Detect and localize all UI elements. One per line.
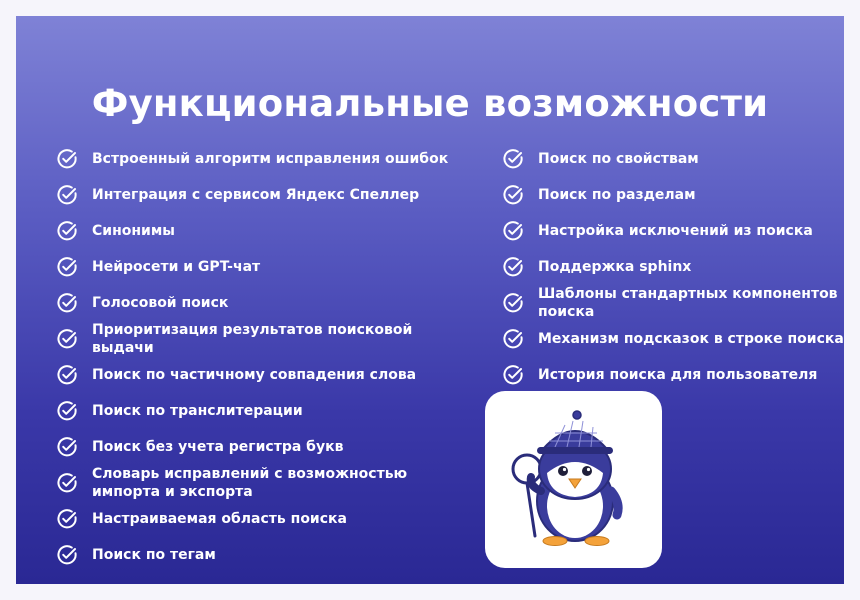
page-title: Функциональные возможности xyxy=(91,82,769,125)
feature-item xyxy=(56,249,476,285)
feature-item xyxy=(56,357,476,393)
feature-label: Нейросети и GPT-чат xyxy=(92,259,261,275)
feature-label: Синонимы xyxy=(92,223,175,239)
check-circle-icon xyxy=(56,508,78,530)
check-circle-icon xyxy=(502,292,524,314)
feature-label: Поиск по частичному совпадения слова xyxy=(92,367,417,383)
feature-item xyxy=(502,285,852,321)
check-circle-icon xyxy=(56,544,78,566)
feature-item xyxy=(502,213,852,249)
check-circle-icon xyxy=(56,220,78,242)
check-circle-icon xyxy=(502,148,524,170)
feature-item xyxy=(56,501,476,537)
check-circle-icon xyxy=(56,436,78,458)
check-circle-icon xyxy=(502,184,524,206)
feature-label: Поиск по тегам xyxy=(92,547,216,563)
feature-card xyxy=(16,16,844,584)
feature-label: Приоритизация результатов поисковой выдачи xyxy=(92,322,413,356)
check-circle-icon xyxy=(502,328,524,350)
feature-label: Поиск без учета регистра букв xyxy=(92,439,344,455)
feature-item xyxy=(502,249,852,285)
check-circle-icon xyxy=(56,364,78,386)
feature-label: Голосовой поиск xyxy=(92,295,229,311)
feature-item xyxy=(56,429,476,465)
feature-list-left xyxy=(56,141,476,573)
check-circle-icon xyxy=(502,256,524,278)
feature-label: Настройка исключений из поиска xyxy=(538,223,813,239)
feature-label: Поиск по свойствам xyxy=(538,151,699,167)
feature-item xyxy=(56,537,476,573)
check-circle-icon xyxy=(56,472,78,494)
check-circle-icon xyxy=(56,256,78,278)
feature-item xyxy=(502,357,852,393)
feature-label: Поддержка sphinx xyxy=(538,259,692,275)
feature-label: Словарь исправлений с возможностью импорта и экспорта xyxy=(92,466,408,500)
mascot-card xyxy=(485,391,662,568)
check-circle-icon xyxy=(502,220,524,242)
feature-label: Встроенный алгоритм исправления ошибок xyxy=(92,151,449,167)
feature-label: История поиска для пользователя xyxy=(538,367,818,383)
feature-list-right xyxy=(502,141,852,393)
feature-item xyxy=(56,213,476,249)
check-circle-icon xyxy=(56,184,78,206)
feature-item xyxy=(502,141,852,177)
feature-item xyxy=(56,141,476,177)
feature-item xyxy=(56,285,476,321)
penguin-detective-icon xyxy=(485,391,662,568)
feature-item xyxy=(502,177,852,213)
feature-label: Шаблоны стандартных компонентов поиска xyxy=(538,286,838,320)
feature-label: Настраиваемая область поиска xyxy=(92,511,347,527)
feature-item xyxy=(56,177,476,213)
check-circle-icon xyxy=(56,328,78,350)
check-circle-icon xyxy=(502,364,524,386)
check-circle-icon xyxy=(56,148,78,170)
check-circle-icon xyxy=(56,292,78,314)
feature-label: Интеграция с сервисом Яндекс Спеллер xyxy=(92,187,420,203)
feature-label: Поиск по разделам xyxy=(538,187,696,203)
feature-label: Механизм подсказок в строке поиска xyxy=(538,331,844,347)
feature-item xyxy=(56,393,476,429)
feature-item xyxy=(56,321,476,357)
feature-item xyxy=(502,321,852,357)
feature-item xyxy=(56,465,476,501)
check-circle-icon xyxy=(56,400,78,422)
feature-label: Поиск по транслитерации xyxy=(92,403,303,419)
